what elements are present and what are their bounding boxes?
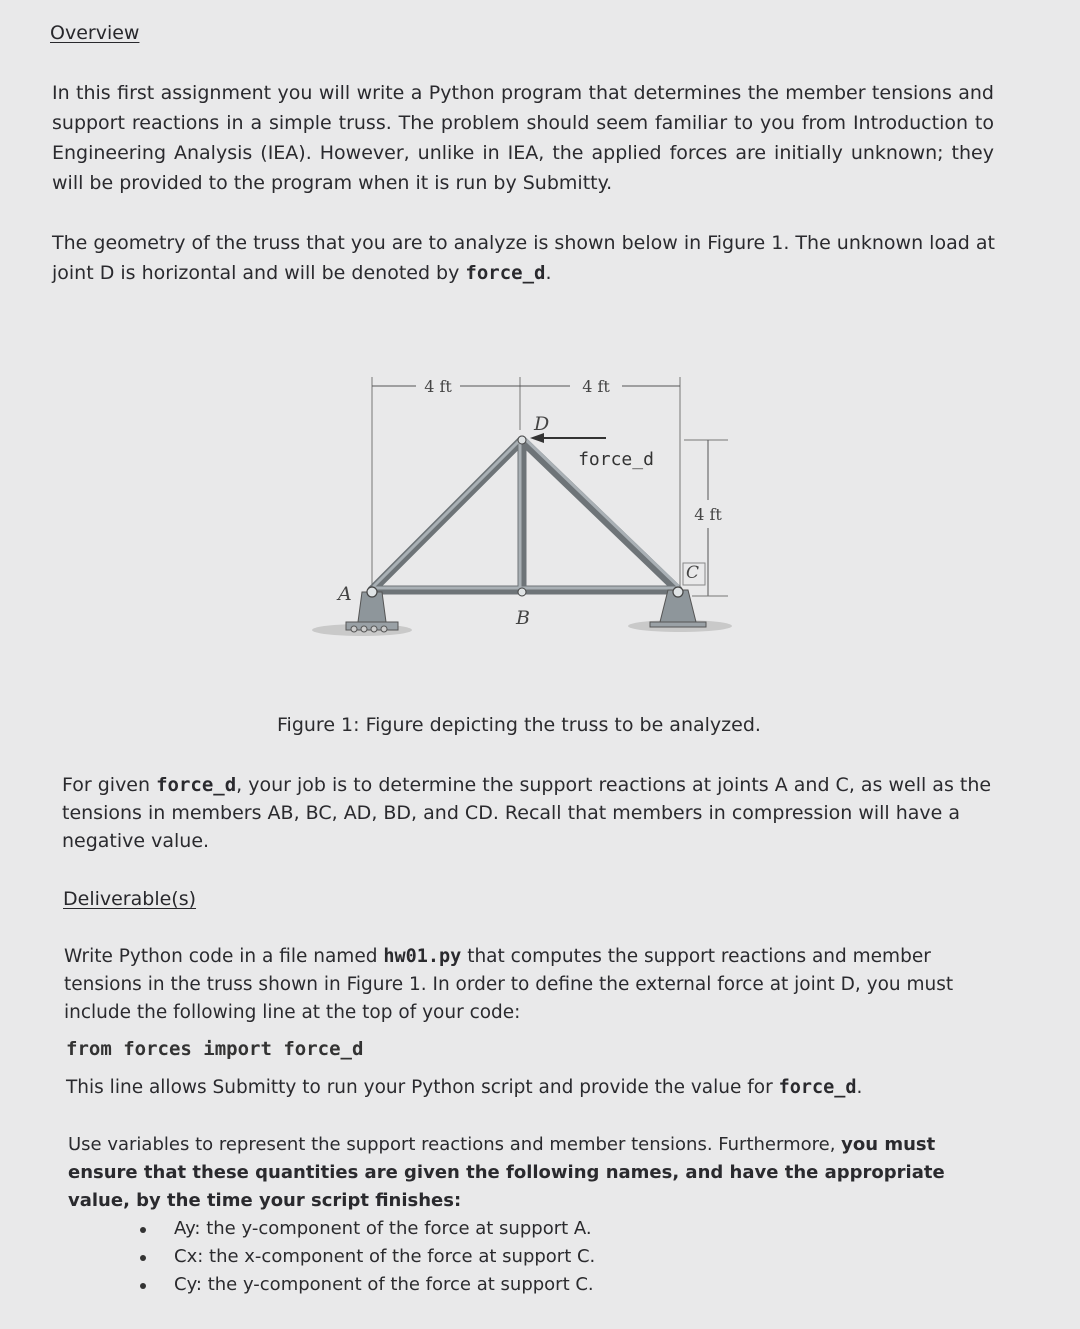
force-d-code: force_d bbox=[465, 262, 546, 284]
overview-paragraph-2 bbox=[52, 228, 997, 288]
overview-paragraph-2-text: The geometry of the truss that you are to analyze is shown below in Figure 1. The unknown load at joint D is horizontal and will be denoted by bbox=[52, 232, 995, 284]
overview-paragraph-1: In this first assignment you will write a Python program that determines the member tensions and support reactions in a simple truss. The problem should seem familiar to you from Introduction to Engineering Analysis (IEA). However, unlike in IEA, the applied forces are initially unknown; they will be provided to the program when it is run by Submitty. bbox=[52, 82, 994, 194]
deliverables-paragraph-3 bbox=[68, 1131, 988, 1215]
joint-b-pin bbox=[518, 588, 526, 596]
variable-list bbox=[174, 1215, 874, 1299]
list-item bbox=[174, 1215, 874, 1243]
deliverables-paragraph-2 bbox=[66, 1073, 986, 1103]
overview-paragraph-2-end: . bbox=[545, 262, 552, 284]
task-text-post: , your job is to determine the support reactions at joints A and C, as well as the tensions in members AB, BC, AD, BD, and CD. Recall that members in compression will have a negative value. bbox=[62, 774, 992, 852]
figure-caption: Figure 1: Figure depicting the truss to be analyzed. bbox=[277, 714, 761, 736]
deliverables-heading: Deliverable(s) bbox=[63, 888, 197, 910]
list-item bbox=[174, 1271, 874, 1299]
submitty-text-end: . bbox=[856, 1077, 863, 1098]
truss-figure bbox=[300, 360, 760, 650]
dim-height-label: 4 ft bbox=[694, 505, 722, 524]
bullet-cy: Cy: the y-component of the force at support C. bbox=[174, 1274, 594, 1295]
task-force-d-code: force_d bbox=[156, 774, 237, 796]
joint-d-pin bbox=[518, 436, 526, 444]
submitty-force-d-code: force_d bbox=[778, 1077, 857, 1098]
joint-c-label: C bbox=[686, 563, 700, 583]
joint-a-label: A bbox=[338, 583, 352, 605]
deliverables-text-pre: Write Python code in a file named bbox=[64, 946, 384, 967]
joint-d-label: D bbox=[534, 413, 550, 435]
filename-code: hw01.py bbox=[383, 946, 462, 967]
bullet-ay: Ay: the y-component of the force at support A. bbox=[174, 1218, 592, 1239]
joint-b-label: B bbox=[516, 607, 530, 629]
list-item bbox=[174, 1243, 874, 1271]
task-paragraph bbox=[62, 771, 992, 855]
dim-left-label: 4 ft bbox=[424, 377, 452, 396]
overview-heading: Overview bbox=[50, 22, 140, 44]
submitty-text: This line allows Submitty to run your Python script and provide the value for bbox=[66, 1077, 779, 1098]
deliverables-paragraph-1 bbox=[64, 943, 989, 1027]
task-text-pre: For given bbox=[62, 774, 157, 796]
variables-requirement: you must ensure that these quantities are given the following names, and have the appropriate value, by the time your script finishes: bbox=[68, 1134, 945, 1211]
import-code-line: from forces import force_d bbox=[66, 1038, 364, 1060]
variables-text: Use variables to represent the support reactions and member tensions. Furthermore, bbox=[68, 1134, 842, 1155]
deliverables-text-post: that computes the support reactions and member tensions in the truss shown in Figure 1. In order to define the external force at joint D, you must include the following line at the top of your code: bbox=[64, 946, 954, 1023]
bullet-cx: Cx: the x-component of the force at support C. bbox=[174, 1246, 596, 1267]
force-d-label: force_d bbox=[578, 449, 654, 470]
dim-right-label: 4 ft bbox=[582, 377, 610, 396]
